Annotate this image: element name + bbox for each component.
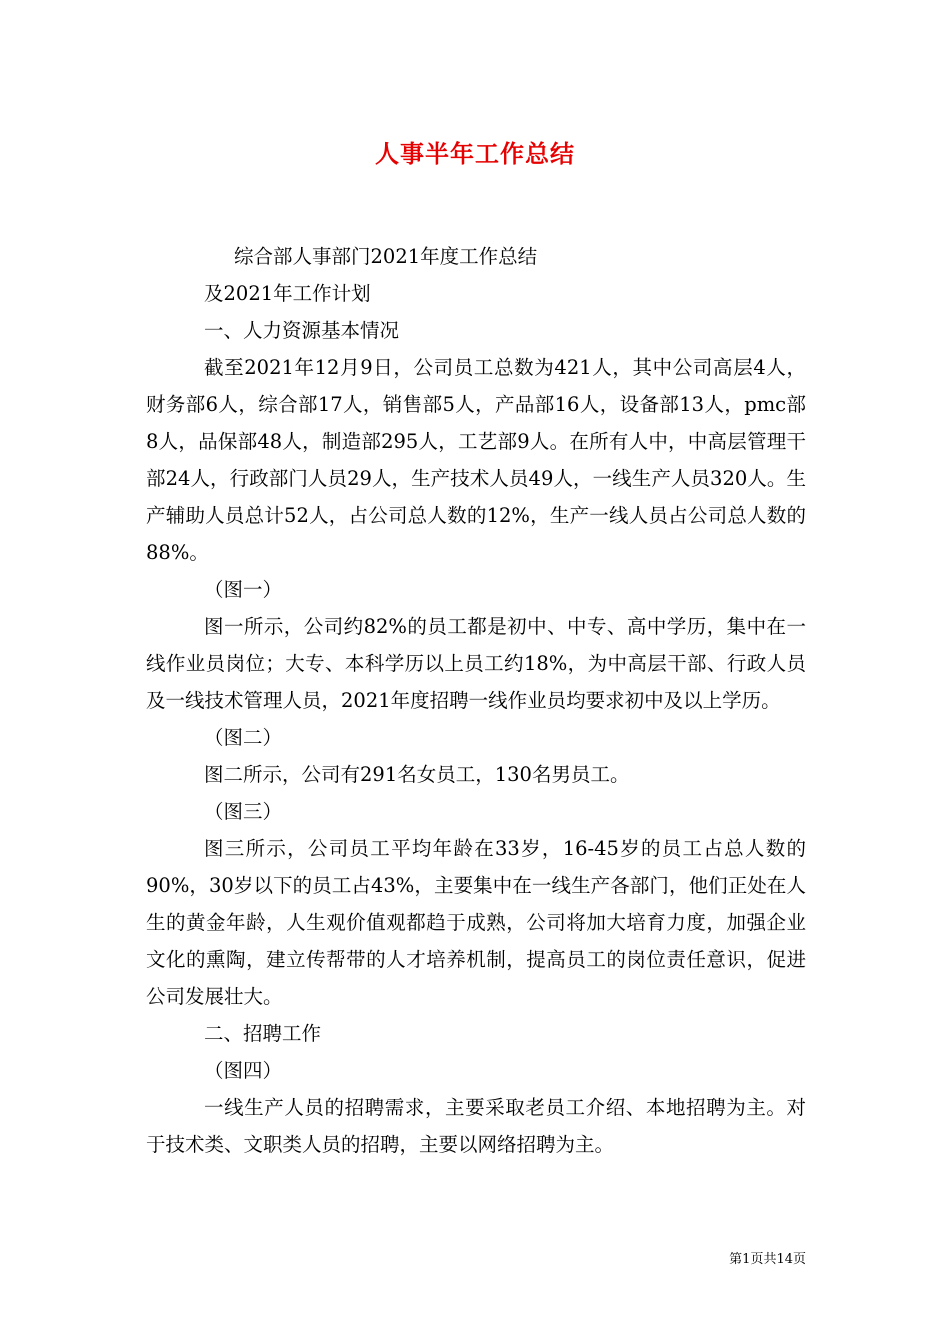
figure-caption-3: （图三） bbox=[204, 800, 283, 823]
section-heading-hr-basics: 一、人力资源基本情况 bbox=[204, 319, 400, 342]
paragraph-recruitment: 一线生产人员的招聘需求，主要采取老员工介绍、本地招聘为主。对于技术类、文职类人员的招聘，主要以网络招聘为主。 bbox=[146, 1096, 806, 1156]
paragraph-heading-plan: 及2021年工作计划 bbox=[204, 282, 371, 305]
figure-caption-2: （图二） bbox=[204, 726, 283, 749]
page-number-footer: 第1页共14页 bbox=[729, 1252, 806, 1267]
document-title: 人事半年工作总结 bbox=[375, 140, 575, 168]
figure-caption-1: （图一） bbox=[204, 578, 283, 601]
figure-caption-4: （图四） bbox=[204, 1059, 283, 1082]
section-heading-recruitment: 二、招聘工作 bbox=[204, 1022, 322, 1045]
document-body bbox=[146, 238, 806, 1163]
paragraph-education: 图一所示，公司约82%的员工都是初中、中专、高中学历，集中在一线作业员岗位；大专、本科学历以上员工约18%，为中高层干部、行政人员及一线技术管理人员，2021年度招聘一线作业员均要求初中及以上学历。 bbox=[146, 615, 806, 712]
paragraph-heading-summary: 综合部人事部门2021年度工作总结 bbox=[234, 245, 538, 268]
paragraph-age: 图三所示，公司员工平均年龄在33岁，16-45岁的员工占总人数的90%，30岁以下的员工占43%，主要集中在一线生产各部门，他们正处在人生的黄金年龄，人生观价值观都趋于成熟，公司将加大培育力度，加强企业文化的熏陶，建立传帮带的人才培养机制，提高员工的岗位责任意识，促进公司发展壮大。 bbox=[146, 837, 806, 1008]
paragraph-gender: 图二所示，公司有291名女员工，130名男员工。 bbox=[204, 763, 630, 786]
paragraph-headcount: 截至2021年12月9日，公司员工总数为421人，其中公司高层4人，财务部6人，综合部17人，销售部5人，产品部16人，设备部13人，pmc部8人，品保部48人，制造部295人，工艺部9人。在所有人中，中高层管理干部24人，行政部门人员29人，生产技术人员49人，一线生产人员320人。生产辅助人员总计52人，占公司总人数的12%，生产一线人员占公司总人数的88%。 bbox=[146, 356, 806, 564]
